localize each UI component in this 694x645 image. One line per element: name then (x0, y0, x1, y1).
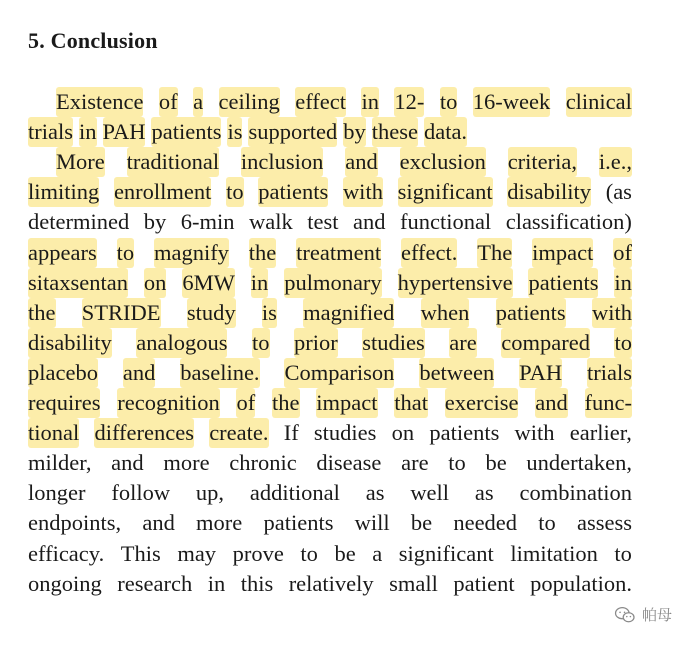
word: 6-min (180, 209, 235, 235)
highlighted-word: compared (501, 328, 590, 358)
highlighted-word: exercise (445, 388, 519, 418)
text-line (56, 87, 632, 117)
watermark-label: 帕母 (641, 606, 672, 624)
word: by (143, 209, 167, 235)
watermark (614, 604, 672, 625)
text-line (28, 418, 632, 448)
text-line (28, 207, 632, 237)
highlighted-word: is (262, 298, 277, 328)
highlighted-word: 16-week (473, 87, 550, 117)
word: on (391, 420, 415, 446)
highlighted-word: are (449, 328, 476, 358)
highlighted-word: trials (587, 358, 632, 388)
highlighted-word: More (56, 147, 105, 177)
text-line (56, 147, 632, 177)
highlighted-word: and (123, 358, 156, 388)
highlighted-word: significant (398, 177, 493, 207)
highlighted-word: in (614, 268, 632, 298)
highlighted-word: placebo (28, 358, 98, 388)
word: This (120, 540, 161, 566)
highlighted-word: Existence (56, 87, 143, 117)
highlighted-word: tional (28, 418, 79, 448)
word: prove (232, 540, 284, 566)
highlighted-word: that (394, 388, 428, 418)
highlighted-word: pulmonary (284, 268, 381, 298)
highlighted-word: to (117, 238, 135, 268)
highlighted-word: i.e., (599, 147, 632, 177)
highlighted-word: supported (248, 117, 337, 147)
highlighted-word: study (187, 298, 236, 328)
highlighted-word: patients (258, 177, 328, 207)
word: ongoing (28, 570, 102, 596)
word: combination (519, 480, 632, 506)
highlighted-word: in (251, 268, 269, 298)
highlighted-word: the (28, 298, 56, 328)
highlighted-word: The (477, 238, 512, 268)
word: more (196, 510, 243, 536)
highlighted-word: between (419, 358, 494, 388)
highlighted-word: clinical (566, 87, 632, 117)
highlighted-word: 6MW (182, 268, 235, 298)
highlighted-word: these (372, 117, 418, 147)
word: will (354, 510, 390, 536)
word: with (514, 420, 555, 446)
text-line (28, 358, 632, 388)
word: relatively (288, 570, 374, 596)
word: additional (249, 480, 340, 506)
word: be (485, 450, 507, 476)
highlighted-word: in (361, 87, 379, 117)
word: patient (453, 570, 515, 596)
highlighted-word: hypertensive (398, 268, 513, 298)
word: walk (248, 209, 293, 235)
word: longer (28, 480, 86, 506)
highlighted-word: in (79, 117, 97, 147)
word: up, (195, 480, 225, 506)
highlighted-word: enrollment (114, 177, 211, 207)
word: determined (28, 209, 130, 235)
highlighted-word: a (193, 87, 203, 117)
word: If (283, 420, 299, 446)
highlighted-word: trials (28, 117, 73, 147)
highlighted-word: patients (528, 268, 598, 298)
highlighted-word: inclusion (241, 147, 324, 177)
highlighted-word: disability (28, 328, 112, 358)
highlighted-word: to (252, 328, 270, 358)
highlighted-word: impact (532, 238, 593, 268)
highlighted-word: PAH (519, 358, 562, 388)
word: milder, (28, 450, 92, 476)
highlighted-word: and (345, 147, 378, 177)
word: studies (313, 420, 377, 446)
word: and (111, 450, 144, 476)
highlighted-word: criteria, (508, 147, 577, 177)
text-line (28, 298, 632, 328)
word: earlier, (569, 420, 632, 446)
word: more (163, 450, 210, 476)
highlighted-word: treatment (296, 238, 381, 268)
highlighted-word: analogous (136, 328, 227, 358)
highlighted-word: ceiling (219, 87, 280, 117)
highlighted-word: impact (316, 388, 377, 418)
word: needed (453, 510, 518, 536)
highlighted-word: the (249, 238, 277, 268)
highlighted-word: patients (151, 117, 221, 147)
word: this (240, 570, 274, 596)
word: be (410, 510, 433, 536)
word: disease (316, 450, 382, 476)
highlighted-word: to (440, 87, 458, 117)
text-line (28, 508, 632, 538)
highlighted-word: with (343, 177, 383, 207)
word: to (448, 450, 466, 476)
word: may (177, 540, 217, 566)
word: classification) (505, 209, 632, 235)
word: significant (398, 540, 494, 566)
highlighted-word: effect. (401, 238, 457, 268)
highlighted-word: of (613, 238, 632, 268)
text-line (28, 478, 632, 508)
highlighted-word: exclusion (400, 147, 486, 177)
word: in (207, 570, 226, 596)
word: to (538, 510, 556, 536)
highlighted-word: studies (362, 328, 425, 358)
word: small (389, 570, 438, 596)
text-line (28, 539, 632, 569)
word: as (474, 480, 494, 506)
highlighted-word: of (236, 388, 255, 418)
highlighted-word: data. (424, 117, 467, 147)
highlighted-word: by (343, 117, 366, 147)
highlighted-word: create. (209, 418, 268, 448)
highlighted-word: magnified (303, 298, 394, 328)
word: as (365, 480, 385, 506)
highlighted-word: baseline. (180, 358, 259, 388)
highlighted-word: and (535, 388, 568, 418)
word: undertaken, (526, 450, 632, 476)
word: assess (576, 510, 632, 536)
highlighted-word: prior (294, 328, 338, 358)
text-line (28, 238, 632, 268)
highlighted-word: patients (496, 298, 566, 328)
highlighted-word: to (226, 177, 244, 207)
highlighted-word: is (227, 117, 242, 147)
word: test (307, 209, 339, 235)
word: a (372, 540, 383, 566)
highlighted-word: requires (28, 388, 100, 418)
word: follow (111, 480, 171, 506)
text-line (28, 177, 632, 207)
highlighted-word: to (614, 328, 632, 358)
word: patients (429, 420, 500, 446)
highlighted-word: effect (295, 87, 346, 117)
highlighted-word: on (144, 268, 167, 298)
text-line (28, 569, 632, 599)
highlighted-word: PAH (103, 117, 146, 147)
highlighted-word: sitaxsentan (28, 268, 128, 298)
word: (as (605, 179, 632, 205)
word: endpoints, (28, 510, 122, 536)
word: functional (399, 209, 492, 235)
highlighted-word: recognition (117, 388, 219, 418)
word: limitation (510, 540, 598, 566)
highlighted-word: of (159, 87, 178, 117)
section-heading: 5. Conclusion (28, 28, 158, 53)
word: are (401, 450, 429, 476)
word: research (117, 570, 193, 596)
highlighted-word: 12- (394, 87, 424, 117)
text-line (28, 268, 632, 298)
word: be (334, 540, 356, 566)
highlighted-word: differences (94, 418, 194, 448)
highlighted-word: with (592, 298, 632, 328)
highlighted-word: magnify (154, 238, 229, 268)
text-line (28, 117, 632, 147)
word: to (614, 540, 632, 566)
highlighted-word: appears (28, 238, 97, 268)
highlighted-word: the (272, 388, 300, 418)
word: chronic (229, 450, 297, 476)
highlighted-word: Comparison (284, 358, 394, 388)
highlighted-word: disability (507, 177, 591, 207)
word: and (352, 209, 386, 235)
word: and (142, 510, 175, 536)
word: efficacy. (28, 540, 105, 566)
word: to (300, 540, 318, 566)
highlighted-word: STRIDE (82, 298, 161, 328)
wechat-icon (614, 606, 636, 624)
word: population. (530, 570, 632, 596)
highlighted-word: limiting (28, 177, 99, 207)
word: patients (263, 510, 334, 536)
highlighted-word: func- (585, 388, 632, 418)
word: well (410, 480, 450, 506)
text-line (28, 448, 632, 478)
text-line (28, 388, 632, 418)
text-line (28, 328, 632, 358)
highlighted-word: when (421, 298, 470, 328)
highlighted-word: traditional (127, 147, 219, 177)
